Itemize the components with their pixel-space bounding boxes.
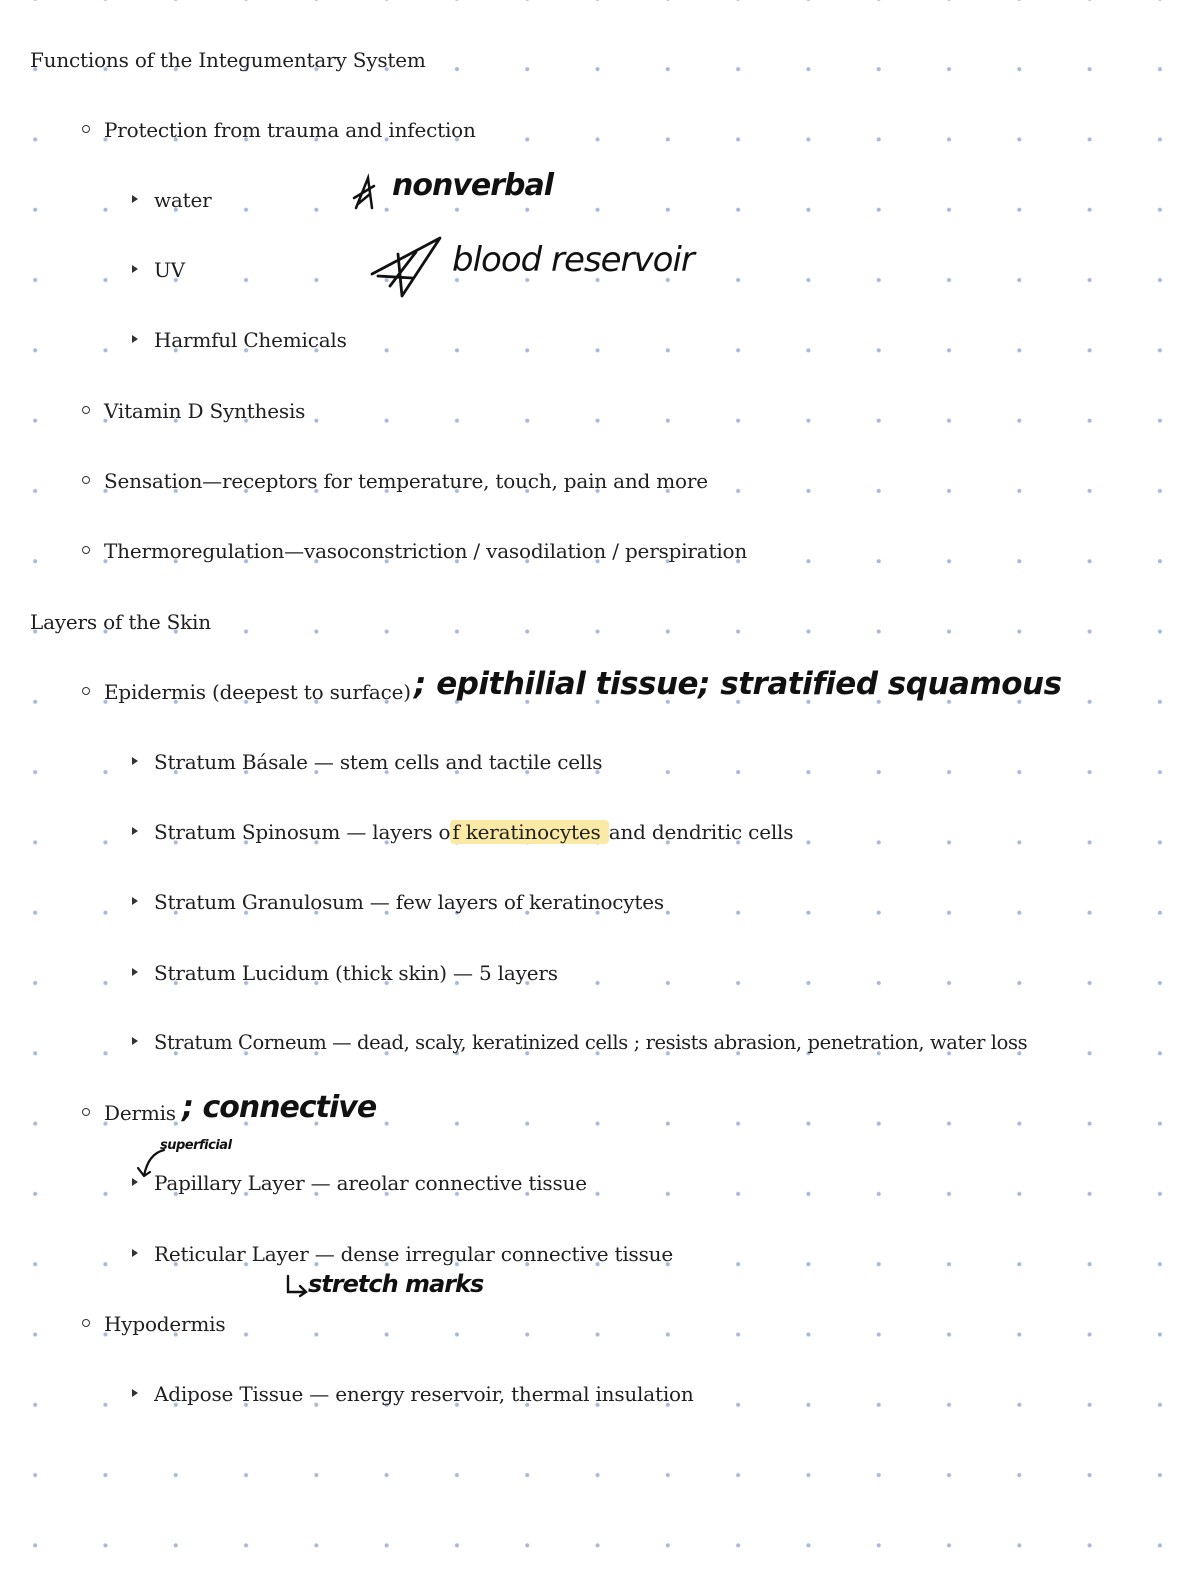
triangle-bullet-icon <box>132 968 138 976</box>
triangle-bullet-icon <box>132 265 138 273</box>
list-item <box>132 820 793 844</box>
list-item <box>132 1242 673 1266</box>
circle-bullet-icon <box>82 406 90 414</box>
list-item-text: Reticular Layer — dense irregular connective tissue <box>154 1242 673 1266</box>
handwritten-superficial: superficial <box>160 1138 232 1153</box>
list-item <box>132 328 347 352</box>
circle-bullet-icon <box>82 125 90 133</box>
list-item <box>132 890 664 914</box>
list-item-text: Vitamin D Synthesis <box>104 399 306 423</box>
list-item <box>132 1171 587 1195</box>
handwritten-nonverbal: nonverbal <box>392 168 554 203</box>
handwritten-blood-reservoir: blood reservoir <box>452 240 694 280</box>
list-item-text: Adipose Tissue — energy reservoir, thermal insulation <box>154 1382 694 1406</box>
list-item <box>132 1382 694 1406</box>
list-item <box>82 399 305 423</box>
list-item <box>82 680 411 704</box>
section-title-layers: Layers of the Skin <box>30 610 211 634</box>
section-title-functions: Functions of the Integumentary System <box>30 48 426 72</box>
circle-bullet-icon <box>82 687 90 695</box>
list-item-text: Protection from trauma and infection <box>104 118 476 142</box>
list-item <box>132 750 602 774</box>
list-item-text-before: Stratum Spinosum — layers o <box>154 820 451 844</box>
handwritten-epidermis-note: ; epithilial tissue; stratified squamous <box>414 666 1062 702</box>
list-item-text: Harmful Chemicals <box>154 328 347 352</box>
circle-bullet-icon <box>82 546 90 554</box>
circle-bullet-icon <box>82 1319 90 1327</box>
list-item-text: Hypodermis <box>104 1312 226 1336</box>
circle-bullet-icon <box>82 476 90 484</box>
list-item <box>82 539 747 563</box>
list-item-text: Stratum Básale — stem cells and tactile cells <box>154 750 603 774</box>
list-item <box>132 258 185 282</box>
list-item-text: Dermis <box>104 1101 176 1125</box>
list-item-text: Epidermis (deepest to surface) <box>104 680 411 704</box>
list-item <box>82 1101 176 1125</box>
list-item-text: Stratum Granulosum — few layers of keratinocytes <box>154 890 664 914</box>
list-item <box>82 469 708 493</box>
list-item-text: Stratum Lucidum (thick skin) — 5 layers <box>154 961 558 985</box>
handwritten-stretch-marks: stretch marks <box>308 1270 484 1298</box>
triangle-bullet-icon <box>132 1249 138 1257</box>
list-item-text: Sensation—receptors for temperature, touch, pain and more <box>104 469 708 493</box>
scribble-mark-icon <box>350 172 380 214</box>
triangle-bullet-icon <box>132 195 138 203</box>
list-item <box>132 188 211 212</box>
triangle-bullet-icon <box>132 1037 138 1045</box>
list-item <box>132 961 558 985</box>
list-item-text: Stratum Corneum — dead, scaly, keratinized cells ; resists abrasion, penetration, water loss <box>154 1031 1028 1054</box>
list-item <box>132 1031 1027 1055</box>
list-item-text: Thermoregulation—vasoconstriction / vasodilation / perspiration <box>104 539 748 563</box>
scribble-mark-icon <box>368 234 448 300</box>
highlighted-text: f keratinocytes <box>452 820 607 844</box>
circle-bullet-icon <box>82 1108 90 1116</box>
list-item <box>82 1312 225 1336</box>
list-item-text: UV <box>154 258 185 282</box>
triangle-bullet-icon <box>132 827 138 835</box>
triangle-bullet-icon <box>132 335 138 343</box>
handwritten-dermis-note: ; connective <box>182 1090 377 1125</box>
list-item-text: Papillary Layer — areolar connective tissue <box>154 1171 587 1195</box>
triangle-bullet-icon <box>132 897 138 905</box>
triangle-bullet-icon <box>132 1389 138 1397</box>
arrow-icon <box>134 1146 168 1186</box>
list-item-text: water <box>154 188 212 212</box>
list-item <box>82 118 476 142</box>
list-item-text-after: and dendritic cells <box>608 820 794 844</box>
triangle-bullet-icon <box>132 757 138 765</box>
